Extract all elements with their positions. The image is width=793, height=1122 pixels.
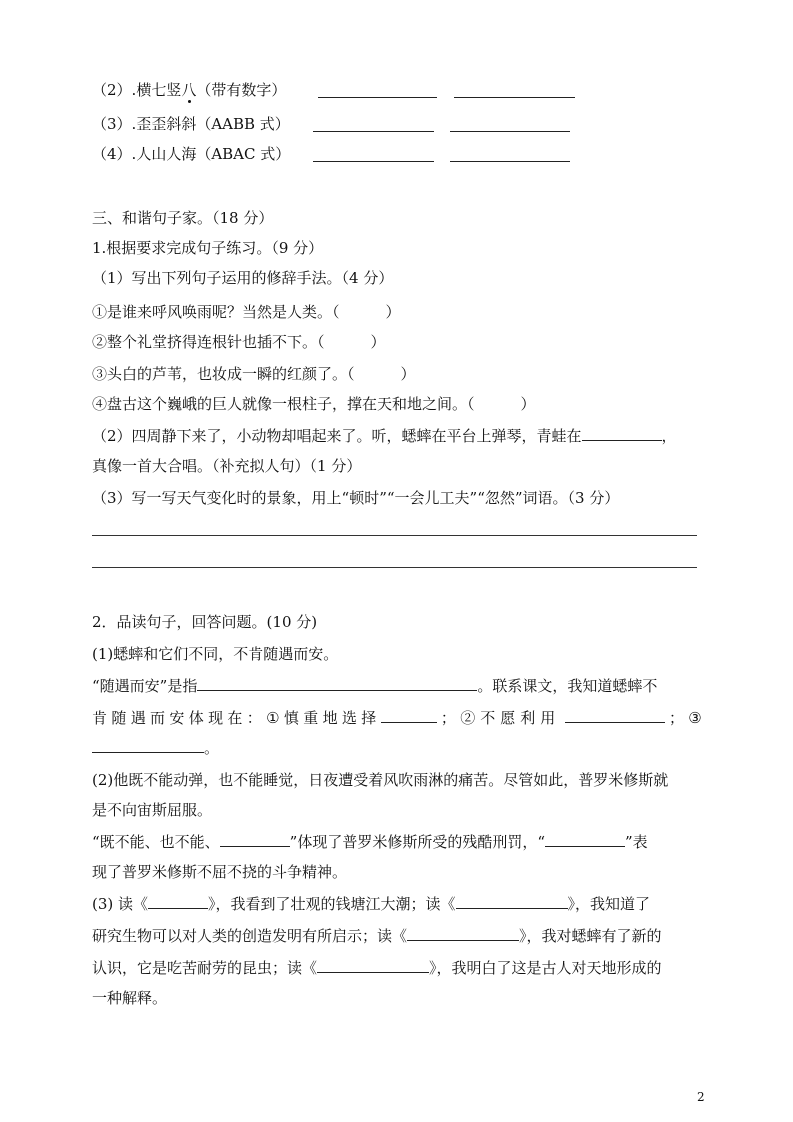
answer-blank[interactable] [318, 83, 437, 98]
char: 安 [169, 709, 185, 727]
char: 重 [303, 709, 319, 727]
idiom-row-3 [92, 114, 290, 134]
question-text: 》，我对蟋蟀有了新的 [519, 927, 662, 945]
section-heading: 三、和谐句子家。（18 分） [92, 209, 274, 227]
question-text: (3) 读《 [92, 895, 149, 913]
rhetoric-text: ①是谁来呼风唤雨呢？当然是人类。（ [92, 303, 340, 321]
question-line-justified [92, 708, 702, 728]
question-text: 》，我明白了这是古人对天地形成的 [429, 959, 662, 977]
char: 择 [361, 709, 377, 727]
answer-blank[interactable] [450, 117, 570, 132]
answer-blank[interactable] [317, 958, 429, 973]
punct: ； [440, 709, 456, 727]
close-paren: ） [520, 395, 536, 413]
writing-line[interactable] [92, 567, 697, 568]
quote-sentence: (2)他既不能动弹，也不能睡觉，日夜遭受着风吹雨淋的痛苦。尽管如此，普罗米修斯就 [92, 771, 669, 789]
idiom-text: 歪歪斜斜（AABB 式） [136, 115, 290, 133]
rhetoric-item [92, 302, 401, 322]
question-text: 认识，它是吃苦耐劳的昆虫；读《 [92, 959, 318, 977]
close-paren: ） [400, 365, 416, 383]
question-text: 。联系课文，我知道蟋蟀不 [477, 677, 658, 695]
idiom-num: （3）. [92, 115, 137, 133]
rhetoric-item [92, 394, 536, 414]
question-text: “既不能、也不能、 [92, 833, 220, 851]
idiom-row-2 [92, 80, 286, 100]
quote-sentence: 是不向宙斯屈服。 [92, 801, 213, 819]
sub-question: （1）写出下列句子运用的修辞手法。（4 分） [92, 269, 394, 287]
question-text: ”体现了普罗米修斯所受的残酷刑罚，“ [289, 833, 546, 851]
char: ① [266, 709, 280, 727]
question-text: 研究生物可以对人类的创造发明有所启示；读《 [92, 927, 408, 945]
question-line [92, 894, 650, 914]
answer-blank[interactable] [407, 926, 519, 941]
idiom-num: （4）. [92, 145, 137, 163]
char: ： [246, 709, 262, 727]
writing-line[interactable] [92, 535, 697, 536]
question-line [92, 832, 648, 852]
answer-blank[interactable] [456, 894, 568, 909]
answer-blank[interactable] [148, 894, 208, 909]
question-text: 一种解释。 [92, 989, 168, 1007]
idiom-text-pre: 横七竖 [136, 81, 182, 99]
punct: 。 [204, 739, 220, 757]
answer-blank[interactable] [92, 738, 204, 753]
question-text: （2）四周静下来了，小动物却唱起来了。听，蟋蟀在平台上弹琴，青蛙在 [92, 427, 582, 445]
answer-blank[interactable] [197, 676, 477, 691]
question-line [92, 738, 219, 758]
personification-question [92, 426, 677, 446]
question-line [92, 926, 662, 946]
rhetoric-item [92, 332, 386, 352]
close-paren: ） [370, 333, 386, 351]
question-line [92, 958, 662, 978]
question-text: 》，我知道了 [567, 895, 651, 913]
idiom-row-4 [92, 144, 290, 164]
char: 体 [188, 709, 204, 727]
idiom-text: 人山人海（ABAC 式） [136, 145, 291, 163]
char: 地 [322, 709, 338, 727]
char: 在 [227, 709, 243, 727]
question-text: 真像一首大合唱。（补充拟人句）（1 分） [92, 457, 362, 475]
quote-sentence: (1)蟋蟀和它们不同，不肯随遇而安。 [92, 645, 339, 663]
answer-blank[interactable] [313, 117, 434, 132]
char: 慎 [283, 709, 299, 727]
answer-blank[interactable] [582, 426, 662, 441]
punct: ； [668, 709, 684, 727]
close-paren: ） [385, 303, 401, 321]
rhetoric-text: ②整个礼堂挤得连根针也插不下。（ [92, 333, 325, 351]
page-number: 2 [697, 1090, 705, 1104]
circled-num: ③ [688, 709, 702, 727]
question-title: 1.根据要求完成句子练习。（9 分） [92, 239, 324, 257]
rhetoric-item [92, 364, 416, 384]
question-text: 现了普罗米修斯不屈不挠的斗争精神。 [92, 863, 348, 881]
answer-blank[interactable] [454, 83, 575, 98]
char: 肯 [92, 709, 108, 727]
answer-blank[interactable] [565, 708, 665, 723]
char: 选 [341, 709, 357, 727]
idiom-text-post: （带有数字） [196, 81, 287, 99]
rhetoric-text: ③头白的芦苇，也妆成一瞬的红颜了。（ [92, 365, 355, 383]
punct: ， [661, 427, 677, 445]
question-text: “随遇而安”是指 [92, 677, 198, 695]
char: 遇 [130, 709, 146, 727]
emphasis-dot-char: 八 [181, 81, 197, 99]
answer-blank[interactable] [545, 832, 625, 847]
question-text: （3）写一写天气变化时的景象，用上“顿时”“一会儿工夫”“忽然”词语。（3 分） [92, 489, 620, 507]
answer-blank[interactable] [381, 708, 437, 723]
question-text: ”表 [625, 833, 648, 851]
char: 现 [208, 709, 224, 727]
idiom-num: （2）. [92, 81, 137, 99]
question-title: 2．品读句子，回答问题。(10 分) [92, 613, 318, 631]
char: 而 [150, 709, 166, 727]
answer-blank[interactable] [313, 147, 434, 162]
answer-blank[interactable] [450, 147, 570, 162]
rhetoric-text: ④盘古这个巍峨的巨人就像一根柱子，撑在天和地之间。（ [92, 395, 475, 413]
question-text: ②不愿利用 [460, 709, 561, 727]
answer-blank[interactable] [220, 832, 290, 847]
question-text: 》，我看到了壮观的钱塘江大潮；读《 [208, 895, 456, 913]
char: 随 [111, 709, 127, 727]
question-line [92, 676, 657, 696]
